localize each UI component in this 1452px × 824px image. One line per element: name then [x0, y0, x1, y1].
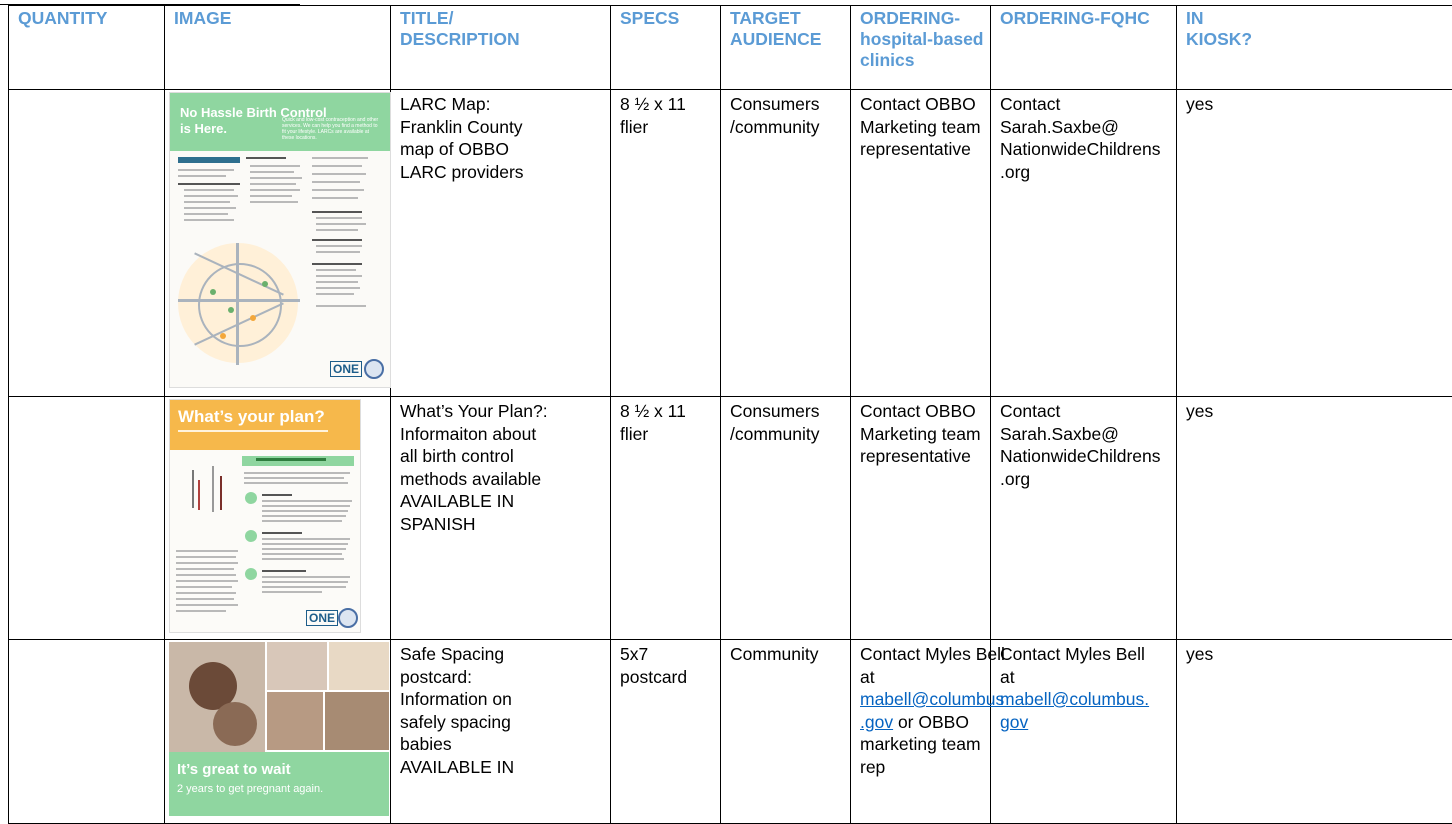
- table-row: [9, 90, 1452, 397]
- specs-cell: 8 ½ x 11 flier: [611, 90, 721, 397]
- header-image: IMAGE: [165, 6, 391, 90]
- ordering-fqhc-cell: Contact Sarah.Saxbe@ NationwideChildrens .org: [991, 90, 1177, 397]
- mabell-email-link-continued[interactable]: .gov: [860, 711, 894, 732]
- image-cell: [165, 90, 391, 397]
- one-logo: ONE: [306, 610, 338, 626]
- header-title: TITLE/ DESCRIPTION: [391, 6, 611, 90]
- specs-cell: 5x7 postcard: [611, 640, 721, 824]
- quantity-cell: [9, 397, 165, 640]
- image-cell: [165, 640, 391, 824]
- whats-your-plan-flier-thumbnail: What’s your plan? ONE: [169, 399, 361, 633]
- larc-map-flier-thumbnail: No Hassle Birth Control is Here. Quick and low-cost contraception and other services. We can help you find a method to fit your lifestyle. LARCs are available at these locations. ONE: [169, 92, 391, 388]
- header-specs: SPECS: [611, 6, 721, 90]
- title-description-cell: LARC Map: Franklin County map of OBBO LARC providers: [391, 90, 611, 397]
- seal-logo: [364, 359, 384, 379]
- header-in-kiosk: IN KIOSK?: [1177, 6, 1452, 90]
- mabell-email-link[interactable]: mabell@columbus.: [1000, 689, 1150, 709]
- ordering-hospital-cell: Contact OBBO Marketing team representative: [851, 90, 991, 397]
- ordering-fqhc-cell: Contact Sarah.Saxbe@ NationwideChildrens .org: [991, 397, 1177, 640]
- title-description-cell: What’s Your Plan?: Informaiton about all birth control methods available AVAILABLE IN SPANISH: [391, 397, 611, 640]
- title-description-cell: Safe Spacing postcard: Information on safely spacing babies AVAILABLE IN: [391, 640, 611, 824]
- one-logo: ONE: [330, 361, 362, 377]
- header-ordering-fqhc: ORDERING-FQHC: [991, 6, 1177, 90]
- target-audience-cell: Consumers /community: [721, 397, 851, 640]
- table-row: [9, 397, 1452, 640]
- mabell-email-link-continued[interactable]: gov: [1000, 711, 1029, 732]
- safe-spacing-postcard-thumbnail: It’s great to wait 2 years to get pregnant again.: [169, 642, 389, 816]
- in-kiosk-cell: yes: [1177, 90, 1452, 397]
- target-audience-cell: Community: [721, 640, 851, 824]
- ordering-hospital-cell: Contact Myles Bell at mabell@columbus .gov or OBBO marketing team rep: [851, 640, 991, 824]
- ordering-fqhc-cell: Contact Myles Bell at mabell@columbus. gov: [991, 640, 1177, 824]
- header-target-audience: TARGET AUDIENCE: [721, 6, 851, 90]
- image-cell: [165, 397, 391, 640]
- header-quantity: QUANTITY: [9, 6, 165, 90]
- in-kiosk-cell: yes: [1177, 640, 1452, 824]
- mabell-email-link[interactable]: mabell@columbus: [860, 689, 1005, 709]
- seal-logo: [338, 608, 358, 628]
- materials-table: [8, 5, 1452, 824]
- target-audience-cell: Consumers /community: [721, 90, 851, 397]
- specs-cell: 8 ½ x 11 flier: [611, 397, 721, 640]
- quantity-cell: [9, 90, 165, 397]
- header-row: [9, 6, 1452, 90]
- header-ordering-hospital: ORDERING- hospital-based clinics: [851, 6, 991, 90]
- quantity-cell: [9, 640, 165, 824]
- in-kiosk-cell: yes: [1177, 397, 1452, 640]
- ordering-hospital-cell: Contact OBBO Marketing team representative: [851, 397, 991, 640]
- table-row: [9, 640, 1452, 824]
